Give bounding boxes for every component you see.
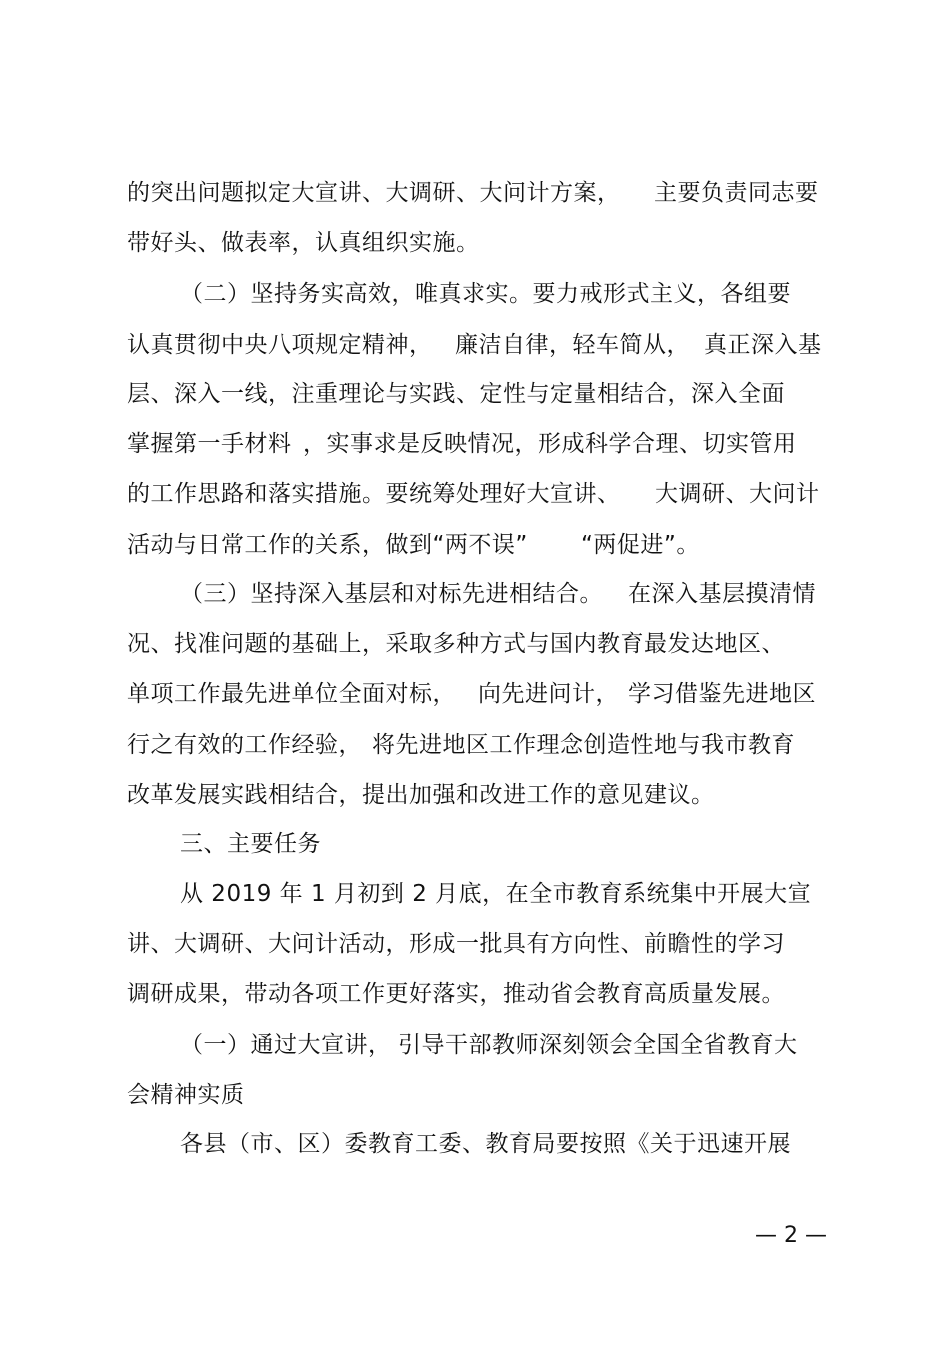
text-segment: 在深入基层摸清情 bbox=[628, 581, 816, 607]
text-segment: 的突出问题拟定大宣讲、大调研、大问计方案， bbox=[127, 180, 621, 206]
text-segment: 带好头、做表率，认真组织实施。 bbox=[127, 230, 480, 256]
text-segment: 会精神实质 bbox=[127, 1082, 245, 1108]
text-segment: 改革发展实践相结合，提出加强和改进工作的意见建议。 bbox=[127, 782, 715, 808]
text-segment: 真正深入基 bbox=[704, 332, 822, 358]
text-segment: 讲、大调研、大问计活动，形成一批具有方向性、前瞻性的学习 bbox=[127, 931, 785, 957]
text-segment: 各县（市、区）委教育工委、教育局要按照《关于迅速开展 bbox=[180, 1131, 791, 1157]
text-segment: 的工作思路和落实措施。要统筹处理好大宣讲、 bbox=[127, 481, 621, 507]
text-segment: 学习借鉴先进地区 bbox=[628, 681, 816, 707]
text-segment: （二）坚持务实高效，唯真求实。要力戒形式主义，各组要 bbox=[180, 281, 791, 307]
text-segment: 从 2019 年 1 月初到 2 月底，在全市教育系统集中开展大宣 bbox=[180, 881, 812, 907]
text-segment: 向先进问计， bbox=[478, 681, 619, 707]
text-segment: 主要负责同志要 bbox=[654, 180, 819, 206]
text-segment: 认真贯彻中央八项规定精神， bbox=[127, 332, 433, 358]
text-segment: 单项工作最先进单位全面对标， bbox=[127, 681, 456, 707]
text-segment: 大调研、大问计 bbox=[655, 481, 820, 507]
text-segment: 掌握第一手材料 bbox=[127, 431, 292, 457]
text-segment: 廉洁自律，轻车简从， bbox=[455, 332, 690, 358]
text-segment: 调研成果，带动各项工作更好落实，推动省会教育高质量发展。 bbox=[127, 981, 785, 1007]
text-segment: 引导干部教师深刻领会全国全省教育大 bbox=[398, 1032, 798, 1058]
text-segment: ，实事求是反映情况，形成科学合理、切实管用 bbox=[303, 431, 797, 457]
page-number: — 2 — bbox=[755, 1223, 827, 1248]
text-segment: 活动与日常工作的关系，做到“两不误” bbox=[127, 532, 528, 558]
text-segment: （三）坚持深入基层和对标先进相结合。 bbox=[180, 581, 603, 607]
text-segment: “两促进”。 bbox=[581, 532, 700, 558]
text-segment: 层、深入一线，注重理论与实践、定性与定量相结合，深入全面 bbox=[127, 381, 785, 407]
text-segment: （一）通过大宣讲， bbox=[180, 1032, 392, 1058]
text-segment: 况、找准问题的基础上，采取多种方式与国内教育最发达地区、 bbox=[127, 631, 785, 657]
text-segment: 将先进地区工作理念创造性地与我市教育 bbox=[372, 732, 795, 758]
text-segment: 三、主要任务 bbox=[180, 831, 321, 857]
text-segment: 行之有效的工作经验， bbox=[127, 732, 362, 758]
